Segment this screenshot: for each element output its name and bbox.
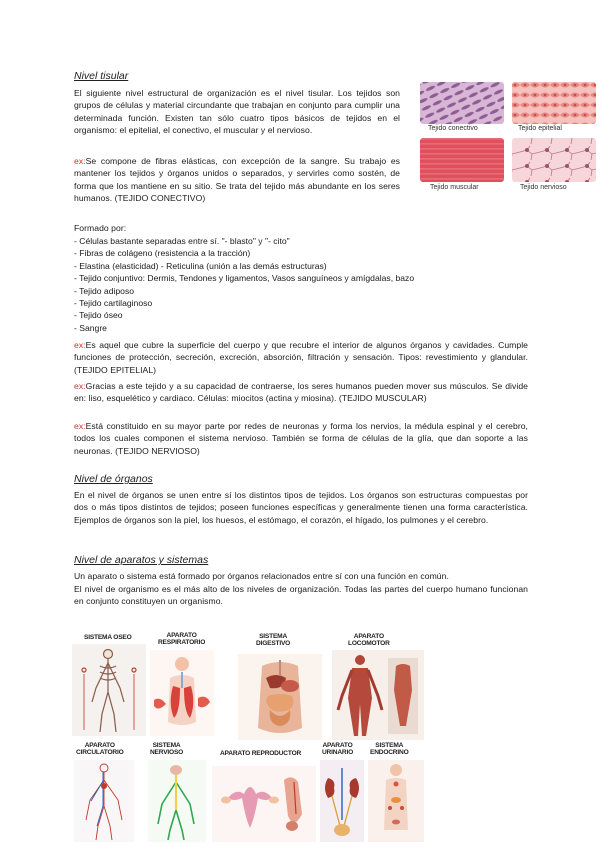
caption-tejido-muscular: Tejido muscular — [430, 184, 479, 191]
label-sistema-nervioso: SISTEMA NERVIOSO — [150, 742, 184, 757]
body-systems-image — [70, 630, 426, 845]
systems-figures — [70, 630, 426, 845]
paragraph-organos: En el nivel de órganos se unen entre sí los distintos tipos de tejidos. Los órganos son estructuras compuestas por dos o más tipos distintos de tejidos; poseen funciones específicas y generalmente tienen una forma característica. Ejemplos de órganos son la piel, los huesos, el estómago, el corazón, el hígado, los pulmones y el cerebro. — [74, 490, 528, 525]
tissue-conectivo — [420, 82, 504, 124]
ex-label: ex: — [74, 156, 86, 166]
ex-label: ex: — [74, 421, 86, 431]
label-sistema-digestivo: SISTEMA DIGESTIVO — [256, 633, 291, 648]
label-aparato-urinario: APARATO URINARIO — [322, 742, 354, 757]
list-item: - Tejido óseo — [74, 310, 123, 321]
ex-label: ex: — [74, 381, 86, 391]
nervioso-text: Está constituido en su mayor parte por redes de neuronas y forma los nervios, la médula espinal y el cerebro, todos los cuales componen el sistema nervioso. También se forma de células de la glía, que dan soporte a las neuronas. (TEJIDO NERVIOSO) — [74, 421, 528, 456]
paragraph-nervioso — [74, 420, 528, 457]
conectivo-text: Se compone de fibras elásticas, con excepción de la sangre. Su trabajo es mantener los tejidos y órganos unidos o separados, y servirles como sostén, de forma que los mantiene en su sitio. Se trata del tejido más abundante en los seres humanos. (TEJIDO CONECTIVO) — [74, 156, 400, 204]
heading-nivel-organos: Nivel de órganos — [74, 473, 153, 485]
label-aparato-locomotor: APARATO LOCOMOTOR — [348, 633, 390, 648]
label-aparato-circulatorio: APARATO CIRCULATORIO — [76, 742, 124, 757]
caption-tejido-epitelial: Tejido epitelial — [518, 125, 562, 132]
list-item: - Tejido conjuntivo: Dermis, Tendones y ligamentos, Vasos sanguíneos y amígdalas, bazo — [74, 273, 415, 284]
skeleton-figure — [72, 644, 146, 736]
list-item: - Tejido adiposo — [74, 285, 135, 296]
list-item: - Células bastante separadas entre sí. "- blasto" y "- cito" — [74, 236, 290, 246]
epitelial-text: Es aquel que cubre la superficie del cuerpo y que recubre el interior de algunos órganos y cavidades. Cumple funciones de protección, secreción, excreción, absorción, filtración y sensación. Tipos: revestimiento y glandular.(TEJIDO EPITELIAL) — [74, 340, 528, 375]
respiratory-figure — [150, 650, 214, 736]
urinary-figure — [320, 760, 364, 842]
nervous-figure — [148, 760, 206, 842]
paragraph-muscular — [74, 380, 528, 405]
label-sistema-oseo: SISTEMA OSEO — [84, 634, 132, 641]
paragraph-epitelial — [74, 339, 528, 376]
list-item: - Tejido cartilaginoso — [74, 298, 153, 309]
label-aparato-respiratorio: APARATO RESPIRATORIO — [158, 632, 206, 647]
paragraph-aparatos-1: Un aparato o sistema está formado por órganos relacionados entre sí con una función en común. — [74, 571, 449, 581]
tissue-muscular — [420, 138, 504, 182]
tissue-nervioso — [512, 138, 596, 182]
tissue-types-image — [420, 80, 596, 198]
label-aparato-reproductor: APARATO REPRODUCTOR — [220, 750, 302, 757]
tissue-graphic — [420, 80, 596, 198]
paragraph-aparatos-2: El nivel de organismo es el más alto de los niveles de organización. Todas las partes del cuerpo humano funcionan en conjunto constituyen un organismo. — [74, 584, 528, 607]
digestive-figure — [238, 654, 322, 740]
label-sistema-endocrino: SISTEMA ENDOCRINO — [370, 742, 409, 757]
list-item: - Sangre — [74, 322, 107, 333]
caption-tejido-conectivo: Tejido conectivo — [428, 125, 478, 132]
reproductive-figure — [212, 766, 316, 842]
list-item: - Fibras de colágeno (resistencia a la tracción) — [74, 248, 251, 259]
heading-nivel-tisular: Nivel tisular — [74, 70, 129, 82]
paragraph-tisular-intro: El siguiente nivel estructural de organización es el nivel tisular. Los tejidos son grupos de células y material circundante que trabajan en conjunto para cumplir una determinada función. Existen tan sólo cuatro tipos básicos de tejidos en el organismo: el epitelial, el conectivo, el muscular y el nervioso. — [74, 88, 400, 136]
ex-label: ex: — [74, 340, 86, 350]
circulatory-figure — [74, 760, 134, 842]
endocrine-figure — [368, 760, 424, 842]
muscular-figure — [332, 650, 424, 740]
paragraph-conectivo — [74, 155, 400, 205]
caption-tejido-nervioso: Tejido nervioso — [520, 184, 567, 191]
heading-nivel-aparatos: Nivel de aparatos y sistemas — [74, 554, 209, 566]
formado-list — [74, 235, 414, 334]
formado-title: Formado por: — [74, 223, 127, 233]
muscular-text: Gracias a este tejido y a su capacidad de contraerse, los seres humanos pueden mover sus músculos. Se divide en: liso, esquelético y cardiaco. Células: miocitos (actina y miosina). (TEJIDO MUSCULAR) — [74, 381, 528, 404]
tissue-epitelial — [512, 82, 596, 124]
list-item: - Elastina (elasticidad) - Reticulina (unión a las demás estructuras) — [74, 260, 327, 271]
